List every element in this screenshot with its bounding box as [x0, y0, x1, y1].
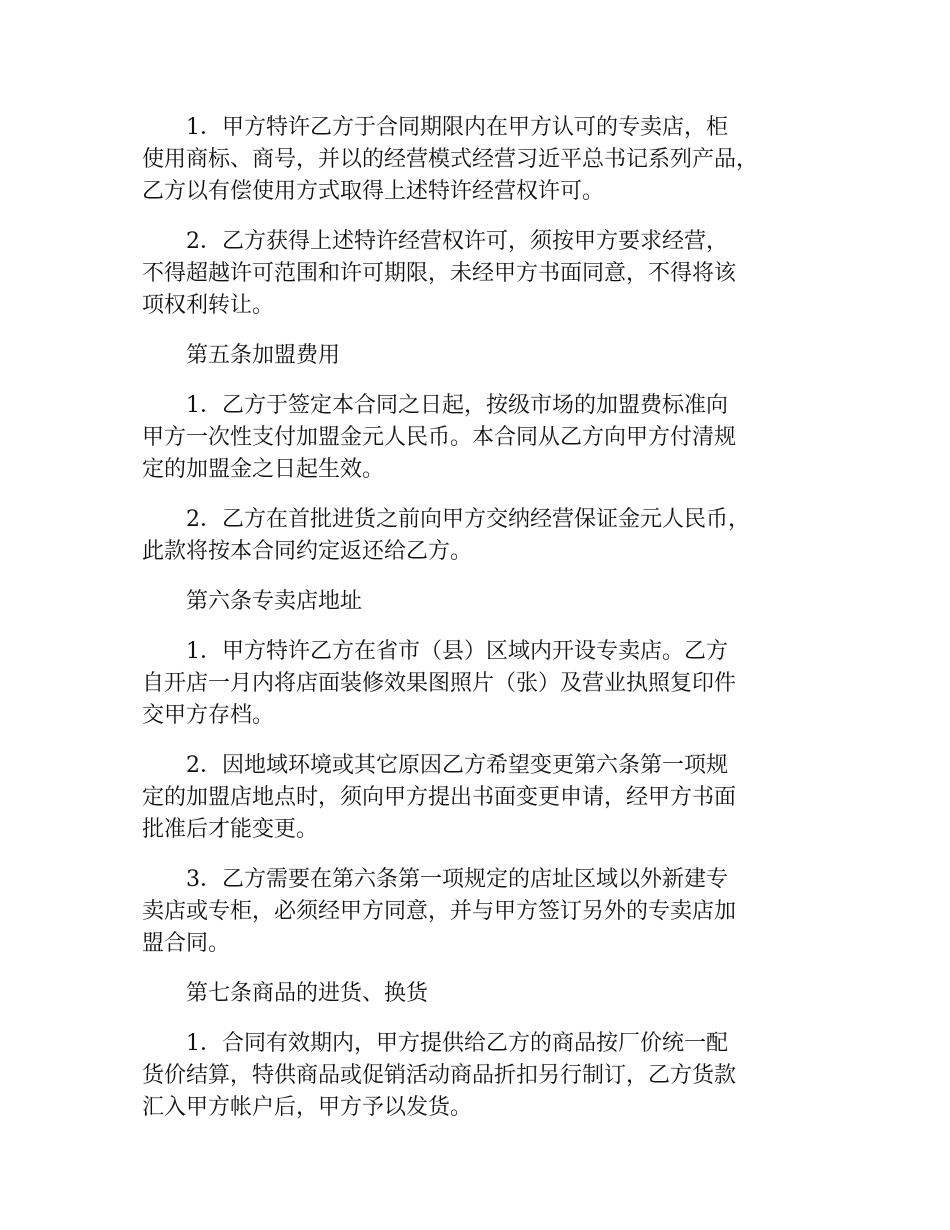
clause-7-heading: 第七条商品的进货、换货 — [186, 981, 429, 1006]
clause-4-item-1: 1．甲方特许乙方于合同期限内在甲方认可的专卖店，柜 使用商标、商号，并以的经营模式经营习近平总书记系列产品， 乙方以有偿使用方式取得上述特许经营权许可。 — [142, 115, 759, 204]
clause-5-item-1: 1．乙方于签定本合同之日起，按级市场的加盟费标准向 甲方一次性支付加盟金元人民币。本合同从乙方向甲方付清规 定的加盟金之日起生效。 — [142, 393, 737, 482]
clause-7-item-1: 1．合同有效期内，甲方提供给乙方的商品按厂价统一配 货价结算，特供商品或促销活动商品折扣另行制订，乙方货款 汇入甲方帐户后，甲方予以发货。 — [142, 1031, 737, 1120]
clause-6-item-3: 3．乙方需要在第六条第一项规定的店址区域以外新建专 卖店或专柜，必须经甲方同意，并与甲方签订另外的专卖店加 盟合同。 — [142, 867, 737, 956]
clause-5-item-2: 2．乙方在首批进货之前向甲方交纳经营保证金元人民币， 此款将按本合同约定返还给乙方。 — [142, 507, 750, 564]
clause-6-heading: 第六条专卖店地址 — [186, 589, 363, 614]
clause-6-item-2: 2．因地域环境或其它原因乙方希望变更第六条第一项规 定的加盟店地点时，须向甲方提出书面变更申请，经甲方书面 批准后才能变更。 — [142, 753, 737, 842]
clause-5-heading: 第五条加盟费用 — [186, 343, 341, 368]
document-page — [142, 112, 822, 1142]
clause-6-item-1: 1．甲方特许乙方在省市（县）区域内开设专卖店。乙方 自开店一月内将店面装修效果图照片（张）及营业执照复印件 交甲方存档。 — [142, 639, 737, 728]
clause-4-item-2: 2．乙方获得上述特许经营权许可，须按甲方要求经营， 不得超越许可范围和许可期限，未经甲方书面同意，不得将该 项权利转让。 — [142, 229, 737, 318]
